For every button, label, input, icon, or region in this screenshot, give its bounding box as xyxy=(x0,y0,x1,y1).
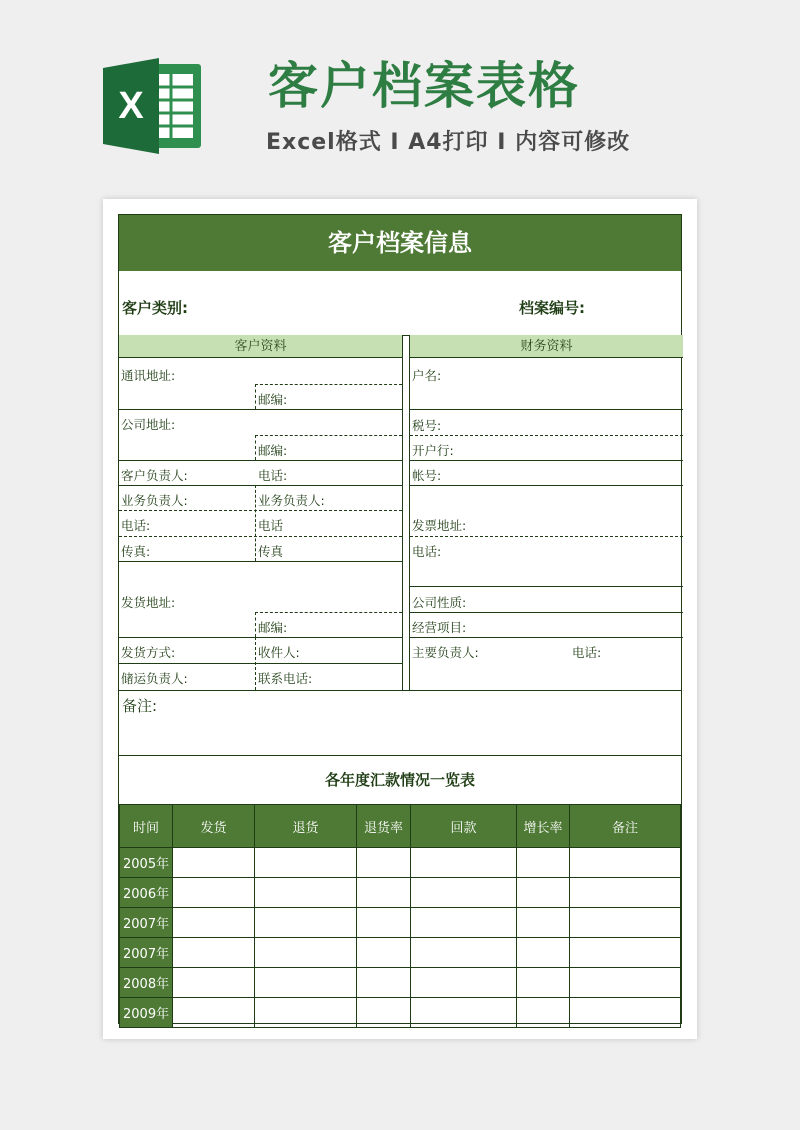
remark-label: 备注: xyxy=(122,697,158,715)
page-header xyxy=(0,0,800,190)
data-cell[interactable] xyxy=(570,938,681,968)
data-cell[interactable] xyxy=(255,968,357,998)
left-section-header: 客户资料 xyxy=(119,335,402,358)
table-row xyxy=(120,998,681,1028)
data-cell[interactable] xyxy=(255,938,357,968)
data-cell[interactable] xyxy=(517,878,570,908)
data-cell[interactable] xyxy=(173,848,255,878)
table-row xyxy=(120,938,681,968)
document-paper xyxy=(103,199,697,1039)
customer-info-column xyxy=(119,358,402,690)
column-header: 增长率 xyxy=(517,805,570,848)
contact-phone-label: 联系电话: xyxy=(258,671,313,686)
data-cell[interactable] xyxy=(570,908,681,938)
table-row xyxy=(120,848,681,878)
data-cell[interactable] xyxy=(517,938,570,968)
page-subtitle: Excel格式 I A4打印 I 内容可修改 xyxy=(266,130,631,155)
data-cell[interactable] xyxy=(255,998,357,1028)
phone-label: 电话 xyxy=(258,518,284,533)
phone-label: 电话: xyxy=(258,468,288,483)
summary-title: 各年度汇款情况一览表 xyxy=(324,771,475,789)
business-scope-label: 经营项目: xyxy=(412,620,467,635)
bank-label: 开户行: xyxy=(412,443,454,458)
business-manager-label: 业务负责人: xyxy=(258,493,325,508)
data-cell[interactable] xyxy=(357,878,411,908)
year-cell: 2005年 xyxy=(120,848,173,878)
postcode-label: 邮编: xyxy=(258,392,288,407)
data-cell[interactable] xyxy=(411,908,517,938)
data-cell[interactable] xyxy=(517,848,570,878)
data-cell[interactable] xyxy=(517,998,570,1028)
year-cell: 2006年 xyxy=(120,878,173,908)
column-header: 发货 xyxy=(173,805,255,848)
data-cell[interactable] xyxy=(411,968,517,998)
table-header-row xyxy=(120,805,681,848)
finance-info-column xyxy=(410,358,683,690)
column-divider xyxy=(402,335,403,690)
data-cell[interactable] xyxy=(411,848,517,878)
company-address-label: 公司地址: xyxy=(121,417,176,432)
data-cell[interactable] xyxy=(173,998,255,1028)
yearly-summary-table xyxy=(119,804,681,1028)
data-cell[interactable] xyxy=(357,998,411,1028)
phone-label: 电话: xyxy=(121,518,151,533)
archive-no-label: 档案编号: xyxy=(519,299,585,317)
postcode-label: 邮编: xyxy=(258,443,288,458)
data-cell[interactable] xyxy=(173,878,255,908)
column-header: 回款 xyxy=(411,805,517,848)
data-cell[interactable] xyxy=(255,878,357,908)
data-cell[interactable] xyxy=(517,968,570,998)
data-cell[interactable] xyxy=(255,908,357,938)
data-cell[interactable] xyxy=(173,968,255,998)
data-cell[interactable] xyxy=(411,878,517,908)
data-cell[interactable] xyxy=(255,848,357,878)
address-label: 通讯地址: xyxy=(121,368,176,383)
postcode-label: 邮编: xyxy=(258,620,288,635)
page-title: 客户档案表格 xyxy=(268,57,580,115)
column-header: 退货率 xyxy=(357,805,411,848)
info-row xyxy=(119,271,681,336)
svg-text:X: X xyxy=(118,85,144,127)
column-header: 备注 xyxy=(570,805,681,848)
storage-manager-label: 储运负责人: xyxy=(121,671,188,686)
phone-label: 电话: xyxy=(412,544,442,559)
year-cell: 2009年 xyxy=(120,998,173,1028)
customer-type-label: 客户类别: xyxy=(122,299,188,317)
remark-box xyxy=(119,690,681,756)
data-cell[interactable] xyxy=(570,968,681,998)
excel-icon xyxy=(103,58,203,154)
data-cell[interactable] xyxy=(357,968,411,998)
data-cell[interactable] xyxy=(411,938,517,968)
main-manager-label: 主要负责人: xyxy=(412,645,479,660)
delivery-address-label: 发货地址: xyxy=(121,595,176,610)
customer-manager-label: 客户负责人: xyxy=(121,468,188,483)
data-cell[interactable] xyxy=(357,938,411,968)
fax-label: 传真 xyxy=(258,544,284,559)
table-row xyxy=(120,908,681,938)
data-cell[interactable] xyxy=(357,908,411,938)
column-header: 时间 xyxy=(120,805,173,848)
right-section-header: 财务资料 xyxy=(410,335,683,358)
column-header: 退货 xyxy=(255,805,357,848)
fax-label: 传真: xyxy=(121,544,151,559)
data-cell[interactable] xyxy=(570,848,681,878)
year-cell: 2007年 xyxy=(120,908,173,938)
data-cell[interactable] xyxy=(357,848,411,878)
data-cell[interactable] xyxy=(570,998,681,1028)
account-no-label: 帐号: xyxy=(412,468,442,483)
receiver-label: 收件人: xyxy=(258,645,300,660)
data-cell[interactable] xyxy=(173,908,255,938)
company-nature-label: 公司性质: xyxy=(412,595,467,610)
year-cell: 2008年 xyxy=(120,968,173,998)
year-cell: 2007年 xyxy=(120,938,173,968)
delivery-method-label: 发货方式: xyxy=(121,645,176,660)
phone-label: 电话: xyxy=(572,645,602,660)
tax-no-label: 税号: xyxy=(412,418,442,433)
data-cell[interactable] xyxy=(570,878,681,908)
table-row xyxy=(120,968,681,998)
data-cell[interactable] xyxy=(517,908,570,938)
data-cell[interactable] xyxy=(411,998,517,1028)
table-row xyxy=(120,878,681,908)
business-manager-label: 业务负责人: xyxy=(121,493,188,508)
form-title: 客户档案信息 xyxy=(119,215,681,271)
data-cell[interactable] xyxy=(173,938,255,968)
account-name-label: 户名: xyxy=(412,368,442,383)
invoice-address-label: 发票地址: xyxy=(412,518,467,533)
customer-form xyxy=(118,214,682,1024)
